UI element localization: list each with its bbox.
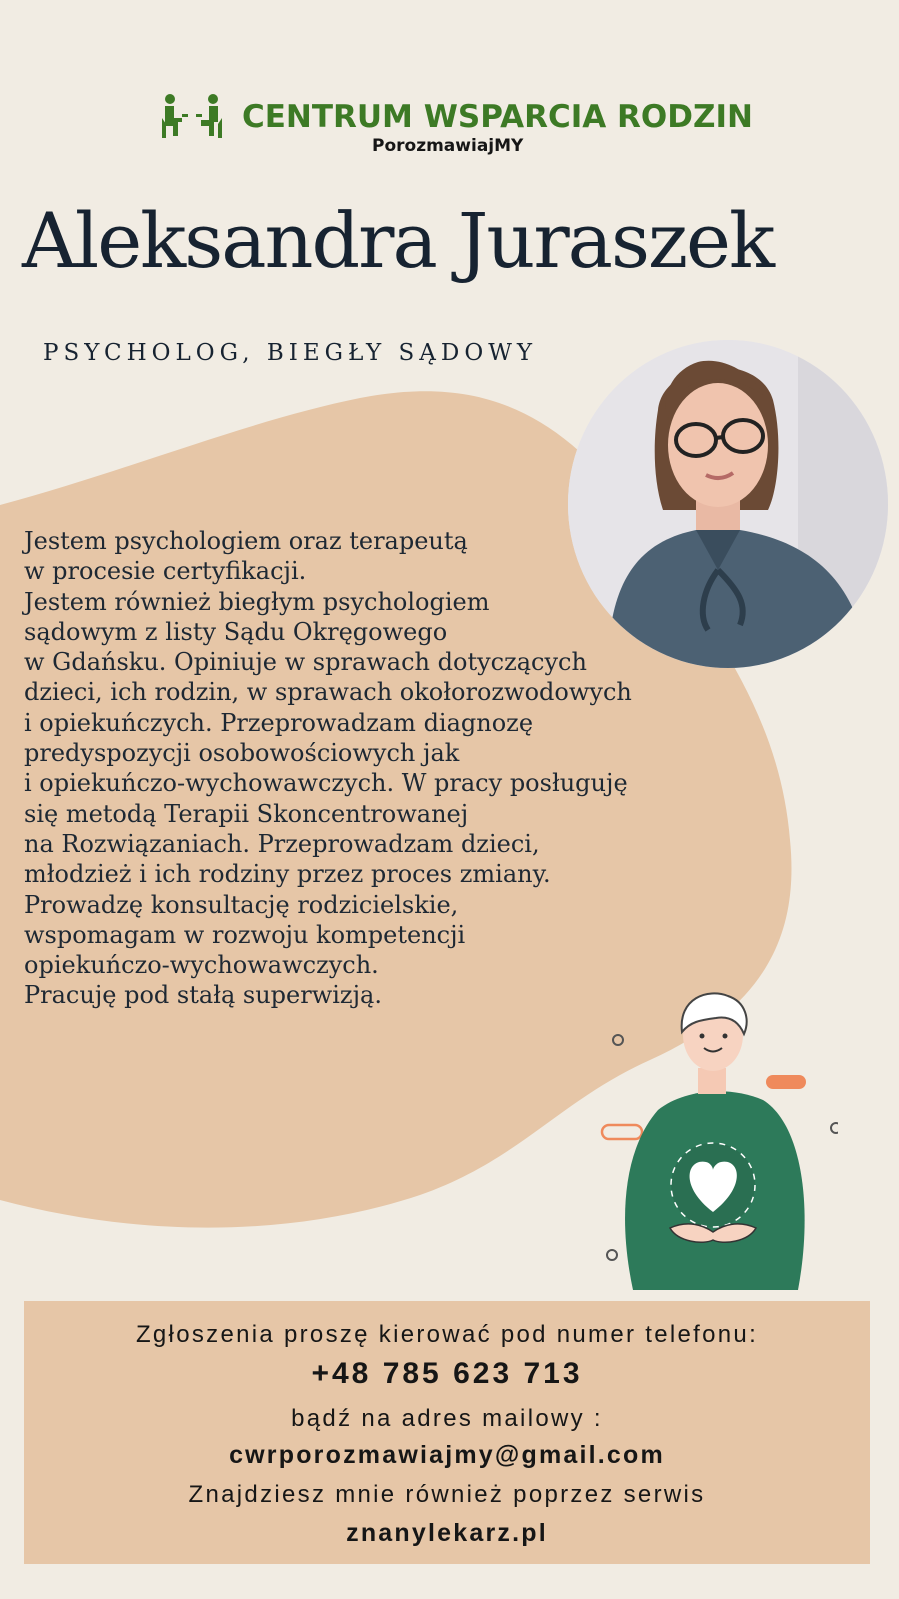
bio-line: opiekuńczo-wychowawczych. xyxy=(24,951,379,980)
bio-line: na Rozwiązaniach. Przeprowadzam dzieci, xyxy=(24,829,540,858)
contact-box xyxy=(24,1301,870,1564)
bio-line: Jestem również biegłym psychologiem xyxy=(24,587,490,616)
service-intro: Znajdziesz mnie również poprzez serwis xyxy=(188,1481,706,1508)
bio-line: Prowadzę konsultację rodzicielskie, xyxy=(24,890,459,919)
bio-line: się metodą Terapii Skoncentrowanej xyxy=(24,799,469,828)
bio-line: Jestem psychologiem oraz terapeutą xyxy=(24,527,468,555)
bio-line: w procesie certyfikacji. xyxy=(24,557,307,586)
decor-pill xyxy=(766,1075,806,1089)
phone-number[interactable]: +48 785 623 713 xyxy=(311,1357,583,1390)
decor-circle xyxy=(607,1250,617,1260)
person-role: PSYCHOLOG, BIEGŁY SĄDOWY xyxy=(43,340,538,366)
decor-pill xyxy=(602,1125,642,1139)
service-link[interactable]: znanylekarz.pl xyxy=(346,1519,548,1547)
org-subtitle: PorozmawiajMY xyxy=(372,136,524,156)
org-name: CENTRUM WSPARCIA RODZIN xyxy=(242,99,753,135)
bio-line: wspomagam w rozwoju kompetencji xyxy=(24,920,466,949)
logo xyxy=(160,92,753,142)
decor-circle xyxy=(613,1035,623,1045)
bio-line: sądowym z listy Sądu Okręgowego xyxy=(24,617,448,646)
bio-text xyxy=(24,526,744,1011)
bio-line: młodzież i ich rodziny przez proces zmiany. xyxy=(24,860,551,889)
people-conversation-icon xyxy=(160,92,228,142)
email-address[interactable]: cwrporozmawiajmy@gmail.com xyxy=(229,1441,665,1469)
decor-circle xyxy=(831,1123,838,1133)
bio-line: dzieci, ich rodzin, w sprawach okołorozwodowych xyxy=(24,678,632,707)
email-intro: bądź na adres mailowy : xyxy=(291,1405,603,1432)
phone-intro: Zgłoszenia proszę kierować pod numer telefonu: xyxy=(135,1321,759,1348)
bio-line: i opiekuńczo-wychowawczych. W pracy posługuję xyxy=(24,769,628,798)
bio-line: Pracuję pod stałą superwizją. xyxy=(24,981,382,1010)
person-name: Aleksandra Juraszek xyxy=(22,196,774,285)
bio-line: i opiekuńczych. Przeprowadzam diagnozę xyxy=(24,708,534,737)
bio-line: w Gdańsku. Opiniuje w sprawach dotyczących xyxy=(24,648,587,677)
person-holding-heart-illustration xyxy=(598,990,838,1290)
bio-line: predyspozycji osobowościowych jak xyxy=(24,739,460,768)
